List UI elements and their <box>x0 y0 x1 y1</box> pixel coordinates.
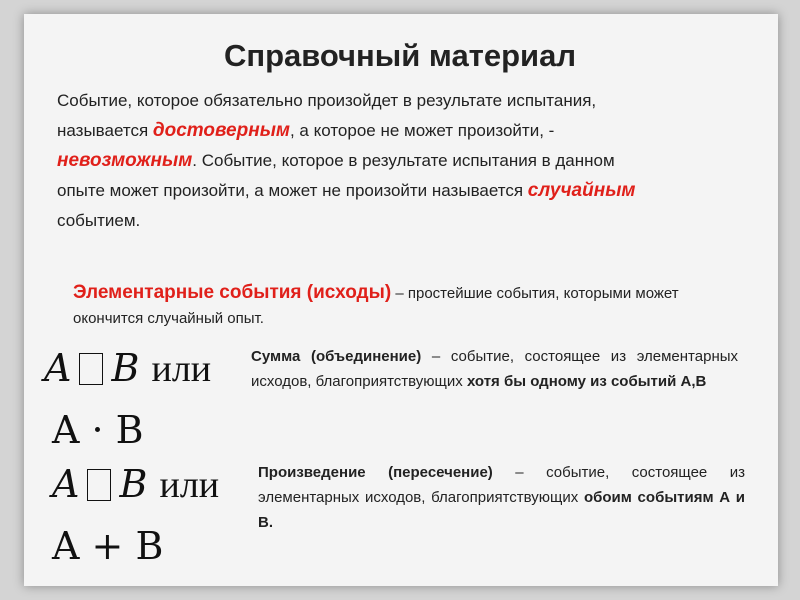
elementary-events-definition <box>73 280 733 331</box>
sum-text: – событие, состоящее из элементарных исходов, благоприятствующих <box>251 348 739 390</box>
formula-or: или <box>159 464 220 506</box>
elementary-events-text: – простейшие события, которыми может окончится случайный опыт. <box>73 285 679 327</box>
product-term: Произведение (пересечение) <box>258 464 493 481</box>
formula-or: или <box>151 348 212 390</box>
formula-intersection-alt: A + B <box>52 524 164 568</box>
sum-term: Сумма (объединение) <box>251 348 422 365</box>
formula-intersection <box>52 462 219 507</box>
product-bold-tail: обоим событиям А и В. <box>258 489 745 531</box>
para-text-2: , а которое не может произойти, - <box>289 121 555 140</box>
formula-var-a: A <box>52 462 80 506</box>
term-impossible: невозможным <box>57 150 193 171</box>
union-symbol-placeholder <box>79 353 103 385</box>
formula-var-b: B <box>119 462 148 506</box>
sum-definition <box>251 344 738 394</box>
slide-title: Справочный материал <box>223 38 577 73</box>
elementary-events-term: Элементарные события (исходы) <box>73 282 392 303</box>
formula-var-b: B <box>111 346 140 390</box>
intersection-symbol-placeholder <box>87 469 111 501</box>
para-text-3: . Событие, которое в результате испытания в данном опыте может произойти, а может не произойти называется <box>57 151 615 200</box>
para-text-4: событием. <box>57 211 141 230</box>
formula-var-a: A <box>44 346 72 390</box>
formula-union <box>44 346 211 391</box>
formula-union-alt: A · B <box>52 408 144 452</box>
para-text-1: Событие, которое обязательно произойдет в результате испытания, называется <box>57 91 597 140</box>
product-text: – событие, состоящее из элементарных исходов, благоприятствующих <box>258 464 745 506</box>
definition-paragraph <box>57 86 657 236</box>
sum-bold-tail: хотя бы одному из событий А,В <box>466 373 707 390</box>
term-random: случайным <box>527 180 636 201</box>
product-definition <box>258 460 745 535</box>
term-certain: достоверным <box>152 120 290 141</box>
